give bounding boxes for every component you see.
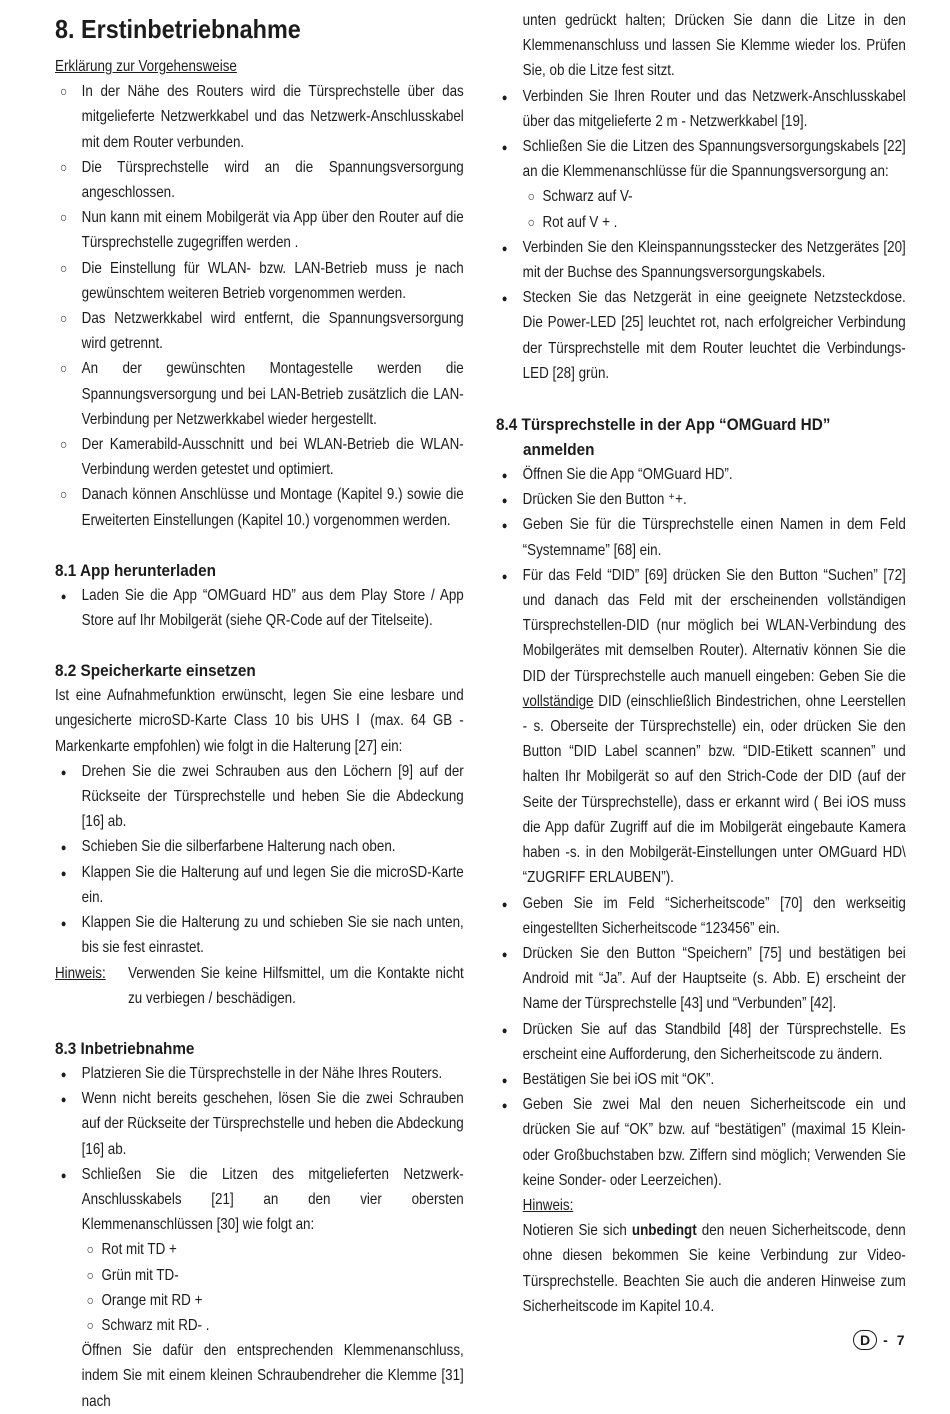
left-text-block bbox=[55, 54, 464, 558]
sub-list-item: ○ Grün mit TD- bbox=[82, 1263, 464, 1288]
bullet-icon bbox=[496, 487, 513, 514]
bullet-icon bbox=[55, 583, 72, 610]
list-item: ● Drücken Sie den Button “Speichern” [75] und bestätigen bei Android mit “Ja”. Auf der Hauptseite (s. Abb. E) erscheint der Name der Türsprechstelle [43] und “Verbunden” [42]. bbox=[496, 941, 906, 1017]
ring-bullet-icon bbox=[55, 482, 72, 507]
list-item: ○ Das Netzwerkkabel wird entfernt, die Spannungsversorgung wird getrennt. bbox=[55, 306, 464, 356]
bullet-icon bbox=[496, 1017, 513, 1044]
sub-list-item: ○ Orange mit RD + bbox=[82, 1288, 464, 1313]
bullet-icon bbox=[496, 1067, 513, 1094]
list-item: ● Verbinden Sie Ihren Router und das Netzwerk-Anschlusskabel über das mitgelieferte 2 m - Netzwerkkabel [19]. bbox=[496, 84, 906, 134]
list-item: ○ Nun kann mit einem Mobilgerät via App über den Router auf die Türsprechstelle zugegriffen werden . bbox=[55, 205, 464, 255]
ring-bullet-icon bbox=[55, 79, 72, 104]
ring-bullet-icon bbox=[55, 256, 72, 281]
list-item: ● Schieben Sie die silberfarbene Halterung nach oben. bbox=[55, 834, 464, 859]
hint-text: Notieren Sie sich unbedingt den neuen Sicherheitscode, denn ohne diesen bekommen Sie keine Verbindung zur Video-Türsprechstelle. Beachten Sie auch die anderen Hinweise zum Sicherheitscode im Kapitel 10.4. bbox=[522, 1222, 906, 1315]
section-title-8-4: 8.4 Türsprechstelle in der App “OMGuard HD” anmelden bbox=[496, 415, 831, 460]
list-item: ● Verbinden Sie den Kleinspannungsstecker des Netzgerätes [20] mit der Buchse des Spannungsversorgungskabels. bbox=[496, 235, 906, 285]
ring-bullet-icon bbox=[55, 205, 72, 230]
bullet-icon bbox=[496, 1092, 513, 1119]
ring-bullet-icon bbox=[82, 1313, 99, 1338]
intro-heading: Erklärung zur Vorgehensweise bbox=[55, 58, 237, 75]
bullet-icon bbox=[496, 512, 513, 539]
wire-sublist bbox=[523, 184, 906, 234]
list-item: ● Laden Sie die App “OMGuard HD” aus dem Play Store / App Store auf Ihr Mobilgerät (siehe QR-Code auf der Titelseite). bbox=[55, 583, 464, 633]
ring-bullet-icon bbox=[82, 1288, 99, 1313]
list-item: ● Geben Sie im Feld “Sicherheitscode” [70] den werkseitig eingestellten Sicherheitscode “123456” ein. bbox=[496, 891, 906, 941]
list-item: ● Stecken Sie das Netzgerät in eine geeignete Netzsteckdose. Die Power-LED [25] leuchtet rot, nach erfolgreicher Verbindung der Türsprechstelle mit dem Router leuchtet die Verbindungs-LED [28] grün. bbox=[496, 285, 906, 386]
bullet-icon bbox=[55, 910, 72, 937]
section-8-4-body bbox=[496, 462, 906, 1319]
hint-label: Hinweis: bbox=[522, 1196, 574, 1214]
page-number: 7 bbox=[896, 1332, 905, 1348]
list-item: ● Drücken Sie den Button ⁺+. bbox=[496, 487, 906, 512]
ring-bullet-icon bbox=[523, 210, 540, 235]
bullet-icon bbox=[55, 834, 72, 861]
right-column bbox=[496, 8, 905, 1319]
section-8-2-body bbox=[55, 683, 464, 1036]
language-badge: D bbox=[853, 1330, 877, 1350]
list-item: ○ Die Einstellung für WLAN- bzw. LAN-Betrieb muss je nach gewünschtem weiteren Betrieb vorgenommen werden. bbox=[55, 256, 464, 306]
add-button-icon: ⁺+ bbox=[668, 491, 683, 509]
list-item: ● Drücken Sie auf das Standbild [48] der Türsprechstelle. Es erscheint eine Aufforderung, den Sicherheitscode zu ändern. bbox=[496, 1017, 906, 1067]
wire-sublist bbox=[82, 1237, 464, 1338]
underlined-word: vollständige bbox=[522, 692, 594, 710]
list-item: ● Schließen Sie die Litzen des Spannungsversorgungskabels [22] an die Klemmenanschlüsse für die Spannungsversorgung an: ○ Schwarz auf V- ○ Rot auf V + . bbox=[496, 134, 906, 235]
list-item: ● Platzieren Sie die Türsprechstelle in der Nähe Ihres Routers. bbox=[55, 1061, 464, 1086]
list-item: ● Bestätigen Sie bei iOS mit “OK”. bbox=[496, 1067, 906, 1092]
hint-label: Hinweis: bbox=[55, 964, 106, 982]
hint-note bbox=[55, 961, 464, 1011]
bullet-icon bbox=[496, 134, 513, 161]
section-8-3-body bbox=[55, 1061, 464, 1414]
right-text-block bbox=[496, 8, 906, 412]
list-item: ● Klappen Sie die Halterung auf und legen Sie die microSD-Karte ein. bbox=[55, 860, 464, 910]
bullet-icon bbox=[55, 1162, 72, 1189]
list-item: ● Öffnen Sie die App “OMGuard HD”. bbox=[496, 462, 906, 487]
bullet-icon bbox=[55, 759, 72, 786]
intro-list bbox=[55, 79, 464, 533]
list-item: ● Geben Sie zwei Mal den neuen Sicherheitscode ein und drücken Sie auf “OK” bzw. auf “bestätigen” (maximal 15 Klein- oder Großbuchstaben bzw. Ziffern sind möglich; Verwenden Sie keine Sonder- oder Leerzeichen). Hinweis: Notieren Sie sich unbedingt den neuen Sicherheitscode, denn ohne diesen bekommen Sie keine Verbindung zur Video-Türsprechstelle. Beachten Sie auch die anderen Hinweise zum Sicherheitscode im Kapitel 10.4. bbox=[496, 1092, 906, 1319]
sub-list-item: ○ Schwarz mit RD- . bbox=[82, 1313, 464, 1338]
list-item: ○ In der Nähe des Routers wird die Türsprechstelle über das mitgelieferte Netzwerkkabel und das Netzwerk-Anschlusskabel mit dem Router verbunden. bbox=[55, 79, 464, 155]
ring-bullet-icon bbox=[82, 1237, 99, 1262]
page-footer bbox=[853, 1330, 905, 1350]
bullet-icon bbox=[496, 891, 513, 918]
sub-list-item: ○ Rot auf V + . bbox=[523, 210, 906, 235]
list-item: ● Klappen Sie die Halterung zu und schieben Sie sie nach unten, bis sie fest einrastet. bbox=[55, 910, 464, 960]
bullet-icon bbox=[496, 285, 513, 312]
section-title-8-3: 8.3 Inbetriebnahme bbox=[55, 1038, 195, 1058]
left-column bbox=[55, 8, 463, 1414]
footer-separator: - bbox=[883, 1332, 888, 1348]
ring-bullet-icon bbox=[523, 184, 540, 209]
section-8-1-body bbox=[55, 583, 464, 658]
hint-text: Verwenden Sie keine Hilfsmittel, um die Kontakte nicht zu verbiegen / beschädigen. bbox=[128, 964, 464, 1007]
list-item: ○ Danach können Anschlüsse und Montage (Kapitel 9.) sowie die Erweiterten Einstellungen (Kapitel 10.) vorgenommen werden. bbox=[55, 482, 464, 532]
list-item: ● Drehen Sie die zwei Schrauben aus den Löchern [9] auf der Rückseite der Türsprechstelle und heben Sie die Abdeckung [16] ab. bbox=[55, 759, 464, 835]
ring-bullet-icon bbox=[82, 1263, 99, 1288]
list-item: ○ Der Kamerabild-Ausschnitt und bei WLAN-Betrieb die WLAN-Verbindung werden getestet und optimiert. bbox=[55, 432, 464, 482]
chapter-title: 8. Erstinbetriebnahme bbox=[55, 14, 301, 44]
ring-bullet-icon bbox=[55, 356, 72, 381]
ring-bullet-icon bbox=[55, 432, 72, 457]
paragraph: Ist eine Aufnahmefunktion erwünscht, legen Sie eine lesbare und ungesicherte microSD-Karte Class 10 bis UHS Ⅰ (max. 64 GB - Markenkarte empfohlen) wie folgt in die Halterung [27] ein: bbox=[55, 687, 464, 755]
bullet-icon bbox=[496, 941, 513, 968]
bullet-icon bbox=[496, 84, 513, 111]
paragraph: unten gedrückt halten; Drücken Sie dann die Litze in den Klemmenanschluss und lassen Sie Klemme wieder los. Prüfen Sie, ob die Litze fest sitzt. bbox=[522, 12, 906, 80]
list-item: ○ An der gewünschten Montagestelle werden die Spannungsversorgung und bei LAN-Betrieb zusätzlich die LAN-Verbindung per Netzwerkkabel wieder hergestellt. bbox=[55, 356, 464, 432]
paragraph: Öffnen Sie dafür den entsprechenden Klemmenanschluss, indem Sie mit einem kleinen Schraubendreher die Klemme [31] nach bbox=[81, 1342, 464, 1410]
bullet-icon bbox=[496, 462, 513, 489]
list-item: ● Schließen Sie die Litzen des mitgelieferten Netzwerk-Anschlusskabels [21] an den vier obersten Klemmenanschlüssen [30] wie folgt an: ○ Rot mit TD + ○ Grün mit TD- ○ Orange mit RD + ○ Schwarz mit RD- . Öffnen Sie dafür den entsprechenden Klemmenanschluss, indem Sie mit einem kleinen Schraubendreher die Klemme [31] nach bbox=[55, 1162, 464, 1414]
sub-list-item: ○ Rot mit TD + bbox=[82, 1237, 464, 1262]
bullet-icon bbox=[496, 563, 513, 590]
bullet-icon bbox=[55, 1086, 72, 1113]
list-item: ● Geben Sie für die Türsprechstelle einen Namen in dem Feld “Systemname” [68] ein. bbox=[496, 512, 906, 562]
list-item: ● Wenn nicht bereits geschehen, lösen Sie die zwei Schrauben auf der Rückseite der Türsprechstelle und heben die Abdeckung [16] ab. bbox=[55, 1086, 464, 1162]
list-item: ● Für das Feld “DID” [69] drücken Sie den Button “Suchen” [72] und danach das Feld mit der erscheinenden vollständigen Türsprechstellen-DID (nur möglich bei WLAN-Verbindung des Mobilgerätes mit demselben Router). Alternativ können Sie die DID der Türsprechstelle auch manuell eingeben: Geben Sie die vollständige DID (einschließlich Bindestrichen, ohne Leerstellen - s. Oberseite der Türsprechstelle) ein, oder drücken Sie den Button “DID Label scannen” bzw. “DID-Etikett scannen” und halten Ihr Mobilgerät so auf den Strich-Code der DID (auf der Seite der Türsprechstelle), dass er erkannt wird ( Bei iOS muss die App dafür Zugriff auf die im Mobilgerät eingebaute Kamera haben -s. in den Mobilgerät-Einstellungen unter OMGuard HD\ “ZUGRIFF ERLAUBEN”). bbox=[496, 563, 906, 891]
ring-bullet-icon bbox=[55, 306, 72, 331]
section-title-8-1: 8.1 App herunterladen bbox=[55, 560, 216, 580]
bullet-icon bbox=[496, 235, 513, 262]
bullet-icon bbox=[55, 860, 72, 887]
bullet-icon bbox=[55, 1061, 72, 1088]
section-title-8-2: 8.2 Speicherkarte einsetzen bbox=[55, 661, 256, 681]
emphasis: unbedingt bbox=[631, 1222, 697, 1240]
list-item: ○ Die Türsprechstelle wird an die Spannungsversorgung angeschlossen. bbox=[55, 155, 464, 205]
sub-list-item: ○ Schwarz auf V- bbox=[523, 184, 906, 209]
ring-bullet-icon bbox=[55, 155, 72, 180]
